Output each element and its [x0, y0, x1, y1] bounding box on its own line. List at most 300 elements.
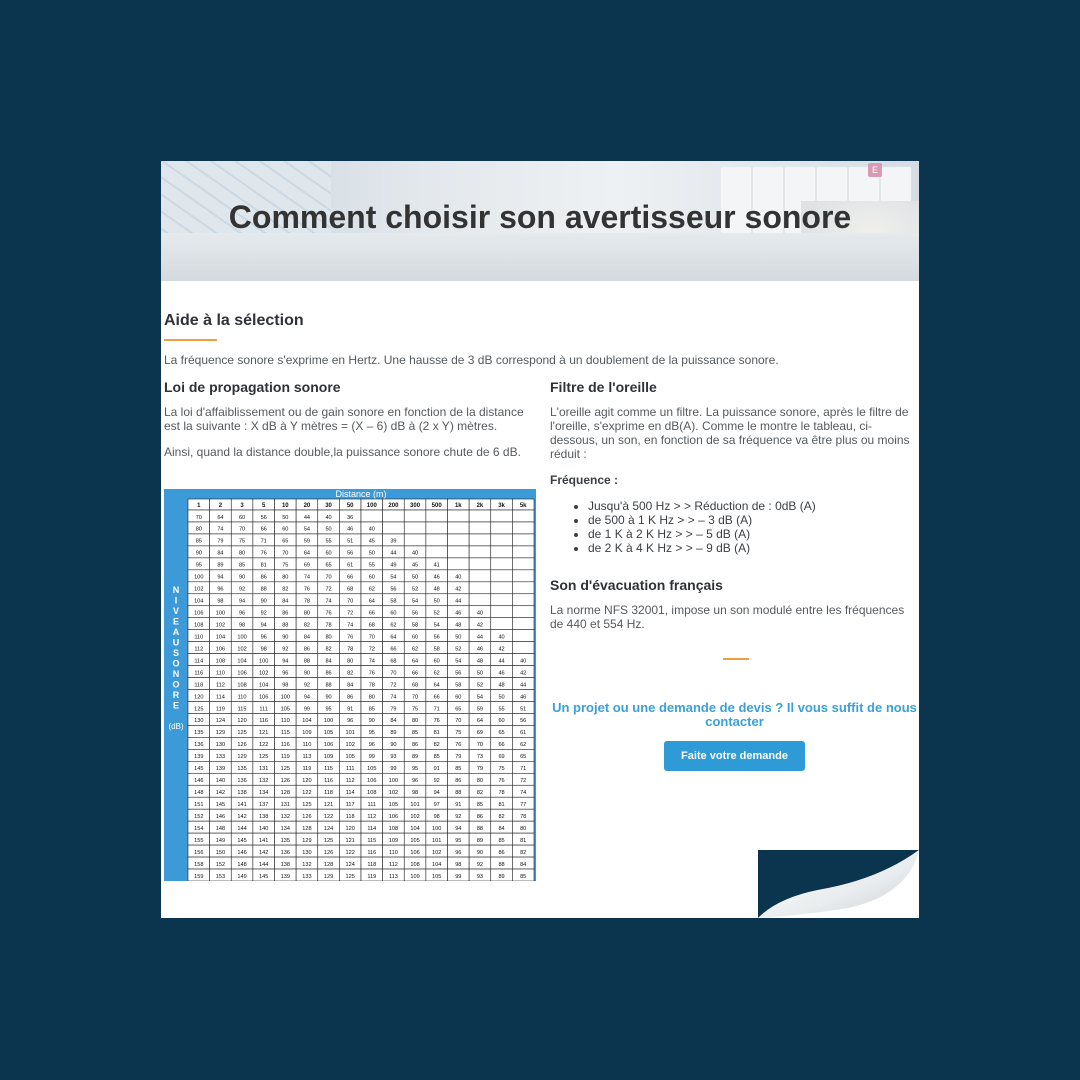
table-cell-value: 55	[498, 706, 505, 713]
table-cell-value: 85	[195, 538, 202, 545]
table-cell-value: 102	[432, 849, 442, 856]
table-cell	[512, 510, 534, 522]
table-cell-value: 153	[215, 873, 226, 880]
table-cell-value: 75	[282, 562, 289, 569]
table-cell-value: 125	[259, 754, 269, 761]
table-cell-value: 72	[325, 586, 332, 593]
table-cell-value: 74	[325, 598, 332, 605]
table-cell-value: 146	[194, 778, 204, 785]
table-cell-value: 73	[476, 754, 484, 761]
table-cell-value: 80	[476, 778, 484, 785]
table-cell-value: 74	[347, 622, 354, 629]
table-side-letter: U	[172, 637, 180, 648]
table-cell-value: 40	[411, 550, 419, 557]
table-cell-value: 82	[325, 646, 332, 653]
table-cell-value: 88	[282, 622, 289, 629]
table-side-letter: N	[172, 669, 180, 679]
table-cell-value: 90	[195, 550, 202, 557]
table-cell-value: 89	[498, 873, 505, 880]
table-cell-value: 55	[368, 562, 375, 569]
table-cell-value: 84	[498, 825, 505, 832]
table-cell-value: 104	[259, 682, 269, 689]
table-cell	[491, 522, 513, 534]
table-cell-value: 112	[345, 778, 355, 785]
table-cell-value: 129	[323, 873, 334, 880]
table-cell-value: 76	[455, 742, 462, 749]
table-cell-value: 74	[368, 658, 375, 665]
table-cell-value: 105	[280, 706, 290, 713]
table-cell-value: 85	[368, 706, 375, 713]
table-cell-value: 48	[498, 682, 505, 689]
table-cell-value: 91	[347, 706, 354, 713]
table-cell-value: 86	[282, 610, 289, 617]
table-cell-value: 82	[303, 622, 311, 629]
table-cell-value: 78	[368, 682, 375, 689]
table-cell-value: 90	[368, 718, 375, 725]
hero-background-desk	[161, 233, 919, 281]
table-cell-value: 120	[345, 825, 355, 832]
table-cell-value: 109	[302, 730, 312, 737]
table-header-value: 3	[240, 503, 244, 509]
table-cell-value: 120	[302, 778, 312, 785]
table-header-value: 10	[281, 503, 289, 509]
table-cell-value: 58	[455, 682, 462, 689]
table-cell-value: 59	[476, 706, 484, 713]
table-cell-value: 45	[411, 562, 419, 569]
table-side-letter: E	[172, 616, 180, 627]
table-cell-value: 96	[260, 634, 267, 641]
table-cell-value: 96	[238, 610, 246, 617]
table-cell-value: 54	[476, 694, 484, 701]
table-cell-value: 82	[282, 586, 289, 593]
table-cell-value: 85	[476, 801, 484, 808]
cta-title: Un projet ou une demande de devis ? Il vous suffit de nous contacter	[552, 700, 917, 729]
table-cell-value: 101	[345, 730, 355, 737]
table-cell-value: 52	[411, 586, 419, 593]
table-cell-value: 44	[455, 598, 462, 605]
table-cell-value: 100	[237, 634, 247, 641]
table-cell-value: 80	[520, 825, 527, 832]
table-cell-value: 46	[520, 694, 527, 701]
table-cell-value: 54	[390, 574, 397, 581]
table-cell-value: 124	[345, 861, 355, 868]
table-cell-value: 120	[194, 694, 204, 701]
table-cell-value: 74	[390, 694, 397, 701]
table-cell-value: 50	[325, 526, 332, 533]
table-cell-value: 112	[194, 646, 204, 653]
table-cell-value: 70	[368, 634, 375, 641]
table-cell-value: 136	[194, 742, 204, 749]
table-cell-value: 88	[303, 658, 311, 665]
table-cell-value: 86	[411, 742, 419, 749]
table-cell-value: 98	[433, 813, 440, 820]
table-cell-value: 95	[325, 706, 332, 713]
table-cell-value: 61	[520, 730, 527, 737]
table-cell-value: 126	[237, 742, 247, 749]
table-cell-value: 52	[433, 610, 440, 617]
table-cell-value: 109	[323, 754, 334, 761]
table-cell-value: 46	[433, 574, 440, 581]
table-cell-value: 108	[237, 682, 247, 689]
table-cell-value: 90	[260, 598, 267, 605]
table-cell-value: 70	[238, 526, 246, 533]
table-cell-value: 88	[325, 682, 332, 689]
edit-icon[interactable]: E	[868, 163, 882, 177]
table-cell-value: 45	[368, 538, 375, 545]
table-cell-value: 137	[259, 801, 269, 808]
table-cell-value: 44	[498, 658, 505, 665]
table-cell-value: 59	[303, 538, 311, 545]
table-cell	[469, 594, 491, 606]
table-cell-value: 149	[215, 837, 226, 844]
table-header-value: 100	[366, 503, 377, 509]
table-header-value: 5k	[519, 503, 527, 509]
table-cell-value: 125	[194, 706, 204, 713]
table-header-value: 20	[303, 503, 311, 509]
table-cell-value: 132	[259, 778, 269, 785]
table-cell-value: 54	[455, 658, 462, 665]
table-cell-value: 68	[390, 658, 397, 665]
request-quote-button[interactable]: Faite votre demande	[664, 741, 805, 771]
table-cell-value: 50	[411, 574, 419, 581]
cta-block	[550, 701, 919, 771]
table-cell-value: 65	[498, 730, 505, 737]
table-cell-value: 65	[282, 538, 289, 545]
table-cell-value: 46	[476, 646, 484, 653]
table-cell-value: 76	[303, 586, 311, 593]
table-cell-value: 60	[455, 694, 462, 701]
table-cell	[383, 510, 405, 522]
sound-level-table-graphic	[164, 489, 536, 881]
table-cell-value: 121	[345, 837, 355, 844]
table-cell-value: 80	[325, 634, 332, 641]
table-cell-value: 70	[390, 670, 397, 677]
table-cell-value: 75	[455, 730, 462, 737]
table-cell-value: 104	[194, 598, 204, 605]
table-cell-value: 85	[520, 873, 527, 880]
table-cell-value: 42	[455, 586, 462, 593]
table-cell-value: 115	[237, 706, 247, 713]
table-cell-value: 86	[476, 813, 484, 820]
table-cell	[491, 606, 513, 618]
table-cell	[512, 630, 534, 642]
table-cell-value: 92	[238, 586, 246, 593]
table-cell-value: 99	[390, 766, 397, 773]
table-cell-value: 89	[390, 730, 397, 737]
table-cell-value: 102	[259, 670, 269, 677]
table-cell-value: 86	[498, 849, 505, 856]
table-cell-value: 54	[303, 526, 311, 533]
table-cell-value: 158	[194, 861, 204, 868]
table-cell-value: 98	[455, 861, 462, 868]
table-cell-value: 44	[303, 514, 311, 521]
table-cell-value: 86	[303, 646, 311, 653]
table-cell-value: 70	[325, 574, 332, 581]
table-cell-value: 122	[345, 849, 355, 856]
frequency-list	[550, 499, 919, 555]
table-cell-value: 102	[237, 646, 247, 653]
table-cell-value: 89	[476, 837, 484, 844]
table-cell-value: 74	[520, 790, 527, 797]
table-cell-value: 128	[302, 825, 312, 832]
table-cell-value: 77	[520, 801, 527, 808]
table-cell-value: 93	[476, 873, 484, 880]
table-cell-value: 154	[194, 825, 204, 832]
table-cell-value: 112	[367, 813, 377, 820]
table-cell-value: 135	[280, 837, 290, 844]
table-cell-value: 42	[520, 670, 527, 677]
table-cell-value: 136	[237, 778, 247, 785]
list-item: • de 2 K à 4 K Hz > > – 9 dB (A)	[588, 541, 919, 555]
table-cell-value: 109	[410, 873, 420, 880]
table-cell-value: 72	[347, 610, 354, 617]
table-cell-value: 105	[388, 801, 399, 808]
table-cell-value: 100	[215, 610, 226, 617]
table-cell-value: 84	[347, 682, 354, 689]
table-cell-value: 99	[455, 873, 462, 880]
table-cell-value: 112	[388, 861, 398, 868]
table-cell-value: 136	[280, 849, 290, 856]
table-cell-value: 113	[388, 873, 398, 880]
table-cell-value: 86	[455, 778, 462, 785]
table-cell	[469, 522, 491, 534]
table-cell-value: 72	[390, 682, 397, 689]
table-cell-value: 78	[303, 598, 311, 605]
page-curl	[758, 850, 919, 918]
table-cell-value: 135	[194, 730, 204, 737]
table-cell-value: 76	[260, 550, 267, 557]
table-cell-value: 146	[237, 849, 247, 856]
table-cell-value: 76	[433, 718, 440, 725]
table-cell-value: 113	[302, 754, 312, 761]
page-sheet	[161, 161, 919, 918]
table-cell	[448, 534, 470, 546]
table-cell-value: 64	[303, 550, 311, 557]
table-cell-value: 94	[238, 598, 246, 605]
table-cell-value: 134	[259, 790, 269, 797]
table-cell-value: 128	[280, 790, 290, 797]
table-cell-value: 64	[217, 514, 224, 521]
table-cell-value: 66	[433, 694, 440, 701]
table-cell-value: 84	[282, 598, 289, 605]
table-cell-value: 114	[345, 790, 355, 797]
table-cell-value: 82	[347, 670, 354, 677]
table-cell-value: 69	[498, 754, 505, 761]
table-cell-value: 84	[520, 861, 527, 868]
table-cell	[491, 582, 513, 594]
propagation-text-1: La loi d'affaiblissement ou de gain sonore en fonction de la distance est la suivante : X dB à Y mètres = (X – 6) dB à (2 x Y) mètres.	[164, 405, 524, 433]
table-cell-value: 75	[411, 706, 419, 713]
table-header-value: 500	[431, 503, 442, 509]
table-cell-value: 51	[347, 538, 354, 545]
table-cell-value: 62	[433, 670, 440, 677]
table-cell-value: 86	[325, 670, 332, 677]
table-side-letter: A	[172, 627, 180, 637]
table-cell-value: 148	[194, 790, 204, 797]
table-cell-value: 60	[368, 574, 375, 581]
page-title: Comment choisir son avertisseur sonore	[228, 199, 852, 235]
table-header-value: 3k	[498, 503, 505, 509]
table-cell-value: 116	[367, 849, 377, 856]
table-cell-value: 130	[194, 718, 204, 725]
table-cell-value: 90	[303, 670, 311, 677]
table-cell-value: 84	[390, 718, 397, 725]
table-cell-value: 89	[217, 562, 224, 569]
table-cell-value: 88	[455, 790, 462, 797]
table-cell-value: 96	[282, 670, 289, 677]
table-cell-value: 100	[432, 825, 442, 832]
table-cell-value: 101	[410, 801, 420, 808]
cta-divider	[723, 658, 749, 660]
table-cell-value: 62	[520, 742, 527, 749]
table-cell-value: 104	[237, 658, 247, 665]
table-header-value: 2	[218, 503, 223, 509]
table-cell-value: 71	[260, 538, 267, 545]
table-cell-value: 110	[388, 849, 398, 856]
table-cell-value: 70	[455, 718, 462, 725]
table-cell-value: 111	[367, 801, 377, 808]
table-cell-value: 155	[194, 837, 204, 844]
table-cell-value: 104	[432, 861, 442, 868]
table-cell-value: 108	[194, 622, 204, 629]
table-cell-value: 48	[476, 658, 484, 665]
table-cell-value: 110	[194, 634, 204, 641]
evacuation-title: Son d'évacuation français	[550, 577, 723, 593]
table-cell-value: 56	[411, 610, 419, 617]
table-cell	[426, 522, 448, 534]
table-cell-value: 108	[388, 825, 399, 832]
table-cell-value: 146	[215, 813, 226, 820]
table-cell	[491, 618, 513, 630]
table-cell-value: 100	[323, 718, 334, 725]
table-cell-value: 122	[302, 790, 312, 797]
table-cell-value: 80	[195, 526, 202, 533]
table-cell-value: 141	[259, 837, 269, 844]
propagation-title: Loi de propagation sonore	[164, 379, 341, 395]
table-cell-value: 98	[260, 646, 267, 653]
table-cell-value: 74	[303, 574, 311, 581]
table-cell-value: 44	[520, 682, 527, 689]
table-header-value: 1k	[454, 503, 462, 509]
table-cell-value: 105	[345, 754, 355, 761]
table-cell-value: 104	[410, 825, 420, 832]
list-item: • de 1 K à 2 K Hz > > – 5 dB (A)	[588, 527, 919, 541]
table-cell	[448, 522, 470, 534]
table-cell-value: 99	[368, 754, 375, 761]
table-cell-value: 92	[260, 610, 267, 617]
table-cell-value: 142	[259, 849, 269, 856]
table-cell-value: 129	[237, 754, 247, 761]
table-cell-value: 102	[194, 586, 204, 593]
table-cell-value: 72	[368, 646, 375, 653]
table-cell-value: 108	[215, 658, 226, 665]
table-cell-value: 50	[498, 694, 505, 701]
table-cell	[404, 534, 426, 546]
table-cell-value: 40	[476, 610, 484, 617]
table-cell-value: 129	[302, 837, 312, 844]
table-cell-value: 52	[476, 682, 484, 689]
table-cell-value: 91	[455, 801, 462, 808]
table-cell-value: 85	[433, 754, 440, 761]
table-cell-value: 92	[282, 646, 289, 653]
table-cell-value: 121	[259, 730, 269, 737]
table-cell-value: 125	[345, 873, 355, 880]
table-header-value: 1	[197, 503, 201, 509]
table-cell-value: 145	[194, 766, 204, 773]
table-cell-value: 90	[282, 634, 289, 641]
table-cell-value: 90	[476, 849, 484, 856]
table-cell	[469, 582, 491, 594]
table-cell-value: 56	[455, 670, 462, 677]
table-cell-value: 78	[498, 790, 505, 797]
table-cell-value: 52	[455, 646, 462, 653]
table-cell-value: 105	[323, 730, 334, 737]
table-cell-value: 106	[323, 742, 334, 749]
table-cell-value: 96	[455, 849, 462, 856]
table-cell-value: 105	[367, 766, 377, 773]
table-cell-value: 131	[280, 801, 290, 808]
table-cell-value: 69	[303, 562, 311, 569]
table-cell-value: 76	[368, 670, 375, 677]
table-cell-value: 70	[411, 694, 419, 701]
table-cell-value: 110	[215, 670, 225, 677]
table-cell-value: 60	[282, 526, 289, 533]
table-cell-value: 66	[498, 742, 505, 749]
table-cell-value: 84	[325, 658, 332, 665]
table-cell-value: 90	[238, 574, 246, 581]
table-cell-value: 118	[194, 682, 204, 689]
ear-filter-column	[550, 379, 919, 643]
table-cell-value: 56	[347, 550, 354, 557]
table-cell-value: 80	[368, 694, 375, 701]
table-cell-value: 81	[260, 562, 267, 569]
table-cell	[448, 510, 470, 522]
table-cell-value: 86	[260, 574, 267, 581]
table-cell-value: 51	[520, 706, 527, 713]
table-cell-value: 56	[390, 586, 397, 593]
table-cell-value: 102	[345, 742, 355, 749]
table-cell-value: 118	[367, 861, 377, 868]
table-cell-value: 48	[433, 586, 440, 593]
table-cell-value: 88	[498, 861, 505, 868]
table-cell-value: 119	[302, 766, 312, 773]
table-cell-value: 71	[433, 706, 440, 713]
table-cell	[491, 558, 513, 570]
frequency-label: Fréquence :	[550, 473, 619, 487]
table-cell-value: 92	[433, 778, 440, 785]
table-cell-value: 102	[410, 813, 420, 820]
table-cell-value: 80	[238, 550, 246, 557]
section-divider	[164, 339, 217, 341]
table-cell-value: 106	[259, 694, 269, 701]
table-cell-value: 36	[347, 514, 354, 521]
table-cell-value: 90	[390, 742, 397, 749]
table-cell-value: 131	[259, 766, 269, 773]
table-cell	[469, 570, 491, 582]
table-cell-value: 50	[433, 598, 440, 605]
table-cell	[512, 618, 534, 630]
table-cell-value: 50	[282, 514, 289, 521]
table-header-value: 30	[325, 503, 332, 509]
table-cell-value: 100	[259, 658, 269, 665]
table-side-letter: S	[172, 648, 180, 658]
table-cell-value: 68	[368, 622, 375, 629]
table-cell-value: 74	[217, 526, 224, 533]
table-cell-value: 109	[388, 837, 399, 844]
table-cell-value: 64	[390, 634, 397, 641]
table-cell-value: 64	[368, 598, 375, 605]
table-cell-value: 64	[411, 658, 419, 665]
